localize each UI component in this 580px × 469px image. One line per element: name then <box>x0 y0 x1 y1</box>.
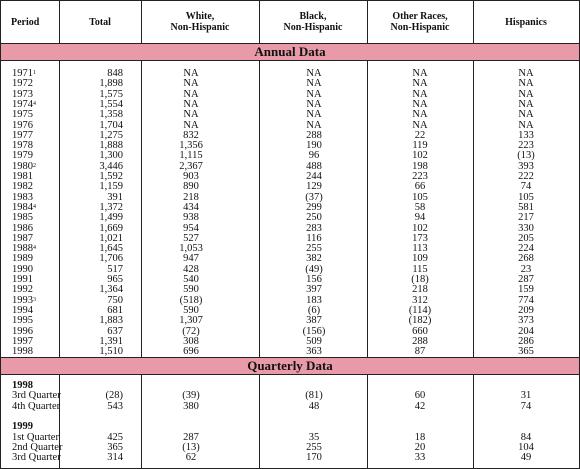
black-cell: NA <box>306 68 322 79</box>
hispanics-cell: 209 <box>518 305 534 316</box>
column-divider <box>259 1 260 468</box>
total-cell: 1,300 <box>99 150 123 161</box>
hispanics-cell: 268 <box>518 253 534 264</box>
white-cell: (39) <box>182 390 200 401</box>
total-cell: 391 <box>107 192 123 203</box>
total-cell: 681 <box>107 305 123 316</box>
hispanics-cell: 373 <box>518 315 534 326</box>
black-cell: 250 <box>306 212 322 223</box>
black-cell: (6) <box>307 305 321 316</box>
other-races-cell: 58 <box>414 202 426 213</box>
total-cell: 1,898 <box>99 78 123 89</box>
period-cell: 1985 <box>12 212 33 223</box>
white-cell: 938 <box>183 212 199 223</box>
other-races-cell: 115 <box>412 264 428 275</box>
white-cell: 903 <box>183 171 199 182</box>
total-cell: 1,364 <box>99 284 123 295</box>
period-cell: 1976 <box>12 120 33 131</box>
black-cell: 35 <box>308 432 320 443</box>
period-cell: 1973 <box>12 89 33 100</box>
black-cell: 288 <box>306 130 322 141</box>
white-cell: 1,115 <box>179 150 203 161</box>
hispanics-cell: 159 <box>518 284 534 295</box>
period-cell: 1987 <box>12 233 33 244</box>
total-cell: 517 <box>107 264 123 275</box>
other-races-cell: 102 <box>412 150 428 161</box>
total-cell: 965 <box>107 274 123 285</box>
white-cell: 527 <box>183 233 199 244</box>
hispanics-cell: NA <box>518 120 534 131</box>
period-cell: 1995 <box>12 315 33 326</box>
hispanics-cell: 224 <box>518 243 534 254</box>
quarter-label: 3rd Quarter <box>12 452 61 463</box>
black-cell: 255 <box>306 442 322 453</box>
header-other-races-non-hispanic: Other Races, Non-Hispanic <box>390 11 450 33</box>
period-cell: 1996 <box>12 326 33 337</box>
total-cell: 425 <box>107 432 123 443</box>
white-cell: 2,367 <box>179 161 203 172</box>
total-cell: 1,275 <box>99 130 123 141</box>
period-cell: 1990 <box>12 264 33 275</box>
header-hispanics: Hispanics <box>505 16 547 28</box>
white-cell: (518) <box>179 295 203 306</box>
other-races-cell: 20 <box>414 442 426 453</box>
other-races-cell: 288 <box>412 336 428 347</box>
other-races-cell: 113 <box>412 243 428 254</box>
period-cell: 1974$^4$ <box>12 99 36 110</box>
header-total: Total <box>89 16 111 28</box>
quarter-label: 2nd Quarter <box>12 442 63 453</box>
black-cell: 382 <box>306 253 322 264</box>
other-races-cell: NA <box>412 89 428 100</box>
white-cell: 1,053 <box>179 243 203 254</box>
other-races-cell: 94 <box>414 212 426 223</box>
footnote-marker: 4 <box>33 245 36 251</box>
hispanics-cell: 104 <box>518 442 534 453</box>
total-cell: (28) <box>105 390 123 401</box>
total-cell: 543 <box>107 401 123 412</box>
hispanics-cell: 217 <box>518 212 534 223</box>
period-cell: 1983 <box>12 192 33 203</box>
period-cell: 1992 <box>12 284 33 295</box>
footnote-marker: 2 <box>33 163 36 169</box>
period-cell: 1994 <box>12 305 33 316</box>
year-label: 1998 <box>12 380 33 391</box>
white-cell: 434 <box>183 202 199 213</box>
other-races-cell: 312 <box>412 295 428 306</box>
section-band-annual: Annual Data <box>1 43 579 61</box>
black-cell: 96 <box>308 150 320 161</box>
footnote-marker: 1 <box>33 70 36 76</box>
hispanics-cell: 49 <box>520 452 532 463</box>
black-cell: 244 <box>306 171 322 182</box>
footnote-marker: 4 <box>33 204 36 210</box>
hispanics-cell: (13) <box>517 150 535 161</box>
white-cell: 890 <box>183 181 199 192</box>
quarter-label: 3rd Quarter <box>12 390 61 401</box>
period-cell: 1977 <box>12 130 33 141</box>
hispanics-cell: 286 <box>518 336 534 347</box>
total-cell: 365 <box>107 442 123 453</box>
section-band-quarterly: Quarterly Data <box>1 357 579 375</box>
black-cell: 116 <box>306 233 322 244</box>
year-label: 1999 <box>12 421 33 432</box>
period-cell: 1997 <box>12 336 33 347</box>
column-divider <box>367 1 368 468</box>
total-cell: 750 <box>107 295 123 306</box>
other-races-cell: 87 <box>414 346 426 357</box>
hispanics-cell: 205 <box>518 233 534 244</box>
period-cell: 1981 <box>12 171 33 182</box>
total-cell: 1,391 <box>99 336 123 347</box>
black-cell: (81) <box>305 390 323 401</box>
black-cell: 283 <box>306 223 322 234</box>
black-cell: 48 <box>308 401 320 412</box>
total-cell: 1,883 <box>99 315 123 326</box>
hispanics-cell: 774 <box>518 295 534 306</box>
hispanics-cell: NA <box>518 78 534 89</box>
other-races-cell: 109 <box>412 253 428 264</box>
total-cell: 1,510 <box>99 346 123 357</box>
total-cell: 1,021 <box>99 233 123 244</box>
total-cell: 1,592 <box>99 171 123 182</box>
period-cell: 1975 <box>12 109 33 120</box>
total-cell: 1,704 <box>99 120 123 131</box>
white-cell: 696 <box>183 346 199 357</box>
white-cell: 308 <box>183 336 199 347</box>
black-cell: 183 <box>306 295 322 306</box>
black-cell: 156 <box>306 274 322 285</box>
white-cell: NA <box>183 109 199 120</box>
period-cell: 1984$^4$ <box>12 202 36 213</box>
other-races-cell: 22 <box>414 130 426 141</box>
total-cell: 1,159 <box>99 181 123 192</box>
black-cell: NA <box>306 78 322 89</box>
white-cell: 1,307 <box>179 315 203 326</box>
hispanics-cell: NA <box>518 89 534 100</box>
other-races-cell: 218 <box>412 284 428 295</box>
other-races-cell: 18 <box>414 432 426 443</box>
table-header <box>1 1 579 44</box>
white-cell: 832 <box>183 130 199 141</box>
black-cell: (37) <box>305 192 323 203</box>
black-cell: NA <box>306 120 322 131</box>
period-cell: 1988$^4$ <box>12 243 36 254</box>
hispanics-cell: 223 <box>518 140 534 151</box>
black-cell: 170 <box>306 452 322 463</box>
total-cell: 1,706 <box>99 253 123 264</box>
black-cell: 129 <box>306 181 322 192</box>
other-races-cell: 223 <box>412 171 428 182</box>
black-cell: 363 <box>306 346 322 357</box>
period-cell: 1979 <box>12 150 33 161</box>
white-cell: 947 <box>183 253 199 264</box>
white-cell: 954 <box>183 223 199 234</box>
white-cell: 62 <box>185 452 197 463</box>
white-cell: 590 <box>183 305 199 316</box>
quarter-label: 1st Quarter <box>12 432 59 443</box>
header-white-non-hispanic: White, Non-Hispanic <box>170 11 230 33</box>
period-cell: 1971$^1$ <box>12 68 36 79</box>
black-cell: (49) <box>305 264 323 275</box>
other-races-cell: NA <box>412 109 428 120</box>
other-races-cell: 60 <box>414 390 426 401</box>
hispanics-cell: 84 <box>520 432 532 443</box>
period-cell: 1986 <box>12 223 33 234</box>
hispanics-cell: 74 <box>520 401 532 412</box>
white-cell: 1,356 <box>179 140 203 151</box>
white-cell: 428 <box>183 264 199 275</box>
white-cell: 218 <box>183 192 199 203</box>
total-cell: 637 <box>107 326 123 337</box>
hispanics-cell: NA <box>518 99 534 110</box>
black-cell: NA <box>306 109 322 120</box>
white-cell: 287 <box>183 432 199 443</box>
other-races-cell: (182) <box>408 315 432 326</box>
other-races-cell: 105 <box>412 192 428 203</box>
total-cell: 1,575 <box>99 89 123 100</box>
period-cell: 1972 <box>12 78 33 89</box>
hispanics-cell: 105 <box>518 192 534 203</box>
period-cell: 1993$^3$ <box>12 295 36 306</box>
white-cell: 380 <box>183 401 199 412</box>
white-cell: 540 <box>183 274 199 285</box>
white-cell: (72) <box>182 326 200 337</box>
period-cell: 1978 <box>12 140 33 151</box>
other-races-cell: (18) <box>411 274 429 285</box>
hispanics-cell: 23 <box>520 264 532 275</box>
total-cell: 1,645 <box>99 243 123 254</box>
other-races-cell: 173 <box>412 233 428 244</box>
other-races-cell: 198 <box>412 161 428 172</box>
black-cell: 509 <box>306 336 322 347</box>
hispanics-cell: 222 <box>518 171 534 182</box>
white-cell: NA <box>183 120 199 131</box>
hispanics-cell: 287 <box>518 274 534 285</box>
total-cell: 848 <box>107 68 123 79</box>
quarter-label: 4th Quarter <box>12 401 61 412</box>
hispanics-cell: 581 <box>518 202 534 213</box>
white-cell: NA <box>183 89 199 100</box>
white-cell: (13) <box>182 442 200 453</box>
header-period: Period <box>11 16 40 28</box>
total-cell: 1,372 <box>99 202 123 213</box>
white-cell: NA <box>183 68 199 79</box>
other-races-cell: NA <box>412 68 428 79</box>
total-cell: 1,358 <box>99 109 123 120</box>
other-races-cell: 660 <box>412 326 428 337</box>
footnote-marker: 4 <box>33 101 36 107</box>
hispanics-cell: 393 <box>518 161 534 172</box>
white-cell: NA <box>183 99 199 110</box>
period-cell: 1980$^2$ <box>12 161 36 172</box>
black-cell: 397 <box>306 284 322 295</box>
black-cell: 255 <box>306 243 322 254</box>
total-cell: 3,446 <box>99 161 123 172</box>
other-races-cell: NA <box>412 99 428 110</box>
black-cell: 299 <box>306 202 322 213</box>
footnote-marker: 3 <box>33 297 36 303</box>
hispanics-cell: 365 <box>518 346 534 357</box>
other-races-cell: 102 <box>412 223 428 234</box>
black-cell: (156) <box>302 326 326 337</box>
black-cell: 387 <box>306 315 322 326</box>
other-races-cell: (114) <box>408 305 432 316</box>
total-cell: 1,499 <box>99 212 123 223</box>
other-races-cell: NA <box>412 78 428 89</box>
period-cell: 1982 <box>12 181 33 192</box>
hispanics-cell: 204 <box>518 326 534 337</box>
period-cell: 1998 <box>12 346 33 357</box>
hispanics-cell: 31 <box>520 390 532 401</box>
hispanics-cell: 330 <box>518 223 534 234</box>
period-cell: 1991 <box>12 274 33 285</box>
black-cell: NA <box>306 89 322 100</box>
hispanics-cell: 133 <box>518 130 534 141</box>
other-races-cell: 42 <box>414 401 426 412</box>
other-races-cell: 66 <box>414 181 426 192</box>
other-races-cell: 119 <box>412 140 428 151</box>
hispanics-cell: NA <box>518 68 534 79</box>
total-cell: 1,669 <box>99 223 123 234</box>
hispanics-cell: NA <box>518 109 534 120</box>
white-cell: 590 <box>183 284 199 295</box>
total-cell: 1,554 <box>99 99 123 110</box>
header-black-non-hispanic: Black, Non-Hispanic <box>283 11 343 33</box>
black-cell: NA <box>306 99 322 110</box>
black-cell: 488 <box>306 161 322 172</box>
other-races-cell: 33 <box>414 452 426 463</box>
white-cell: NA <box>183 78 199 89</box>
total-cell: 314 <box>107 452 123 463</box>
period-cell: 1989 <box>12 253 33 264</box>
hispanics-cell: 74 <box>520 181 532 192</box>
black-cell: 190 <box>306 140 322 151</box>
other-races-cell: NA <box>412 120 428 131</box>
total-cell: 1,888 <box>99 140 123 151</box>
